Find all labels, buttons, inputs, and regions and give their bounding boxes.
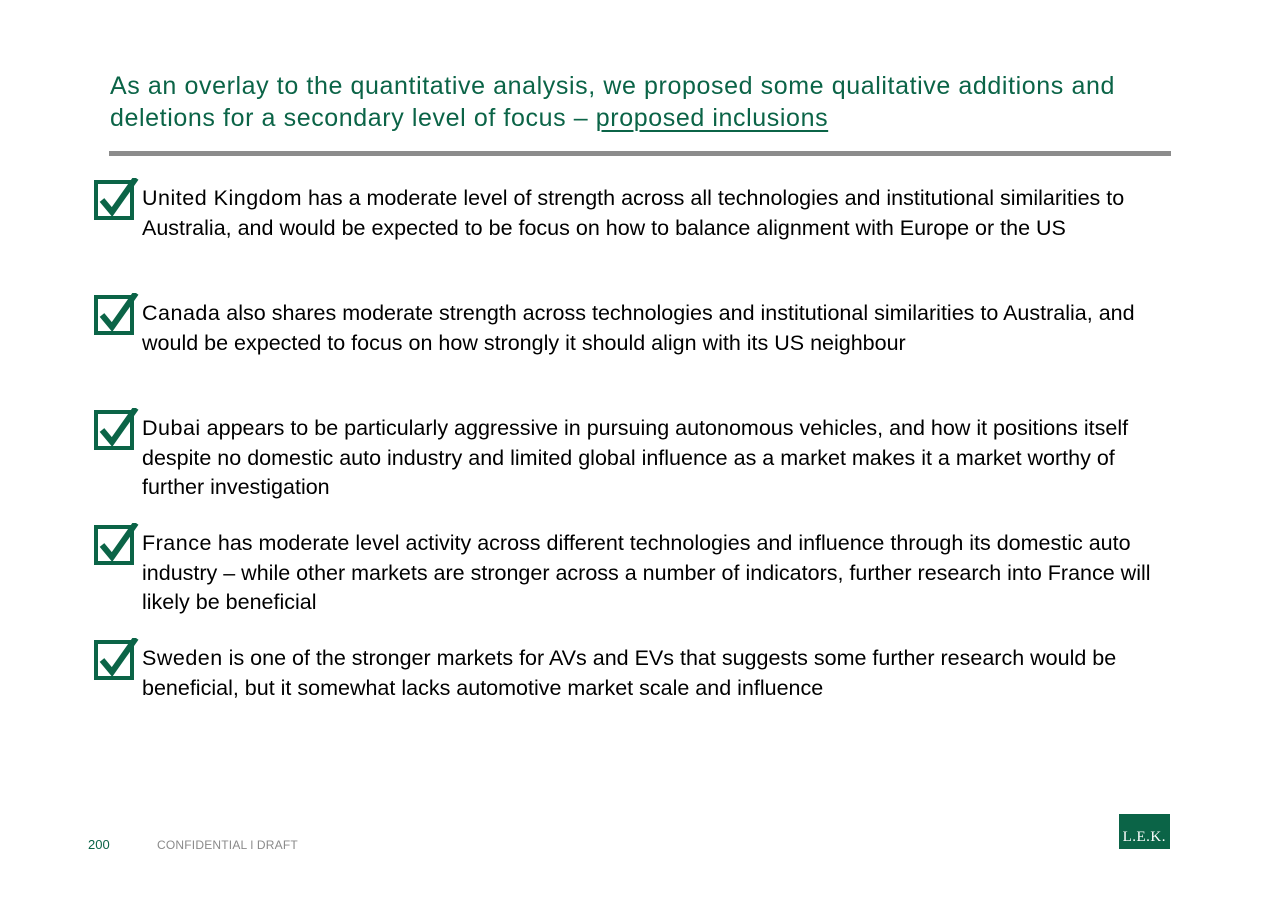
page-number: 200 (88, 837, 110, 852)
confidentiality-label: CONFIDENTIAL l DRAFT (157, 838, 298, 852)
checkbox-checked-icon (92, 408, 140, 456)
country-name: United Kingdom (142, 186, 302, 210)
item-description: also shares moderate strength across technologies and institutional similarities to Australia, and would be expected to focus on how strongly it should align with its US neighbour (142, 301, 1135, 355)
checkbox-checked-icon (92, 178, 140, 226)
title-underlined: proposed inclusions (595, 104, 829, 132)
list-item (92, 529, 1162, 644)
list-item-text (142, 299, 1152, 358)
country-name: France (142, 531, 212, 555)
item-description: has moderate level activity across different technologies and influence through its domestic auto industry – while other markets are stronger across a number of indicators, further research into France will likely be beneficial (142, 531, 1151, 614)
list-item-text (142, 644, 1152, 703)
checkbox-checked-icon (92, 638, 140, 686)
item-description: appears to be particularly aggressive in pursuing autonomous vehicles, and how it positions itself despite no domestic auto industry and limited global influence as a market makes it a market worthy of further investigation (142, 416, 1129, 499)
list-item-text (142, 184, 1152, 243)
country-name: Canada (142, 301, 221, 325)
inclusions-list (92, 184, 1162, 759)
country-name: Dubai (142, 416, 201, 440)
title-divider (109, 151, 1171, 156)
country-name: Sweden (142, 646, 223, 670)
list-item (92, 184, 1162, 299)
list-item (92, 644, 1162, 759)
title-main: As an overlay to the quantitative analysis, we proposed some qualitative additions and deletions for a secondary level of focus – (110, 72, 1115, 132)
list-item-text (142, 529, 1152, 618)
item-description: is one of the stronger markets for AVs and EVs that suggests some further research would be beneficial, but it somewhat lacks automotive market scale and influence (142, 646, 1117, 700)
list-item-text (142, 414, 1152, 503)
checkbox-checked-icon (92, 523, 140, 571)
page-title (110, 70, 1170, 134)
item-description: has a moderate level of strength across all technologies and institutional similarities to Australia, and would be expected to be focus on how to balance alignment with Europe or the US (142, 186, 1125, 240)
checkbox-checked-icon (92, 293, 140, 341)
logo-text: L.E.K. (1122, 829, 1166, 845)
list-item (92, 414, 1162, 529)
lek-logo (1119, 814, 1170, 849)
list-item (92, 299, 1162, 414)
